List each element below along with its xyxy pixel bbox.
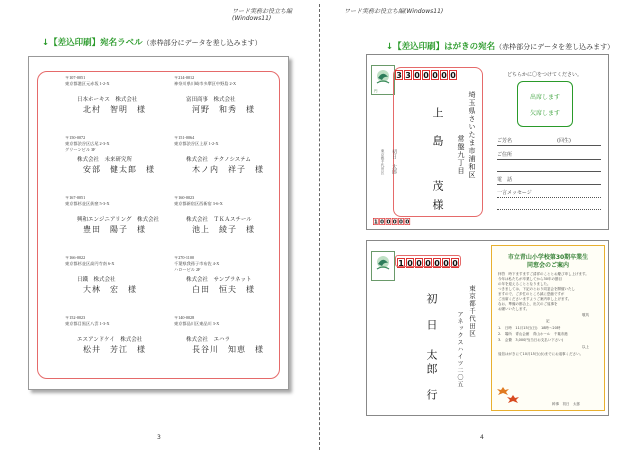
stamp-value: 円 (374, 89, 378, 93)
invitation-line: 記 (546, 319, 550, 323)
address-label (65, 135, 175, 195)
invitation-line: の年を迎えることとなりました。 (498, 282, 551, 286)
running-header-left: ワード実務お役立ち編(Windows11) (232, 8, 293, 22)
recipient-name-2: 日 (425, 319, 437, 330)
bird-stamp-icon (374, 68, 392, 88)
zip-merge-frame (395, 255, 461, 267)
label-address-1: 東京都渋谷区上原 1-2-X (174, 141, 219, 146)
label-zip: 〒214-0012 (174, 75, 195, 80)
label-address-1: 東京都渋谷区広尾 2-3-X (65, 141, 110, 146)
recipient-address-1: 東京都千代田区 (468, 285, 475, 338)
address-side (367, 55, 487, 229)
invitation-subtitle: 同窓会のご案内 (526, 262, 569, 269)
zip-digit: 0 (432, 71, 438, 80)
label-zip: 〒167-0051 (65, 195, 86, 200)
reply-prompt: どちらかに〇をつけてください。 (507, 72, 583, 78)
invitation-line: 敬具 (582, 313, 589, 317)
label-company: 株式会社 テクノシステム (186, 157, 251, 163)
zip-digit: 0 (443, 259, 449, 268)
label-address-2: グリーンビル 3F (65, 147, 96, 152)
zip-digit: 0 (405, 218, 410, 225)
label-name: 安部 健太郎 様 (83, 165, 155, 174)
zip-digit: 3 (396, 71, 402, 80)
label-heading-main: ↓【差込印刷】宛名ラベル (42, 38, 143, 48)
address-underline (497, 159, 601, 160)
postcard-heading (386, 40, 614, 52)
zip-digit: 0 (441, 71, 447, 80)
label-name: 大林 宏 様 (83, 285, 137, 294)
label-name: 池上 綾子 様 (192, 225, 255, 234)
zip-digit: 0 (416, 259, 422, 268)
label-zip: 〒107-0051 (65, 75, 86, 80)
stamp-box (371, 251, 395, 281)
invitation-line: 拝啓 時下ますますご清祥のこととお慶び申し上げます。 (498, 272, 589, 276)
address-label (174, 75, 284, 135)
zip-digit: 0 (392, 218, 397, 225)
label-zip: 〒152-0023 (65, 315, 86, 320)
label-company: 日鐵 株式会社 (77, 277, 116, 283)
invitation-line: ますので、ご多忙のところ誠に恐縮ですが (498, 292, 565, 296)
page-number: 3 (157, 434, 161, 441)
invitation-message (491, 245, 605, 411)
label-name: 豊田 陽子 様 (83, 225, 146, 234)
label-zip: 〒150-0072 (65, 135, 86, 140)
label-address-1: 東京都新宿区西新宿 3-6-X (174, 201, 223, 206)
label-zip: 〒270-1100 (174, 255, 195, 260)
zip-digit: 0 (450, 71, 456, 80)
label-name: 長谷川 知恵 様 (192, 345, 264, 354)
address-label (65, 75, 175, 135)
recipient-name-4: 郎 (425, 363, 437, 374)
label-address-2: ハロービル 2F (174, 267, 201, 272)
label-company: エスアンドケイ 株式会社 (77, 337, 143, 343)
label-name: 松井 芳江 様 (83, 345, 146, 354)
recipient-address-2: 常盤九丁目 (457, 135, 465, 175)
address-label (174, 195, 284, 255)
label-address-1: 東京都杉並区荻窪 5-3-X (65, 201, 110, 206)
recipient-name-5: 行 (425, 389, 437, 400)
phone-underline (497, 184, 601, 185)
field-class-label: (回生) (557, 138, 571, 144)
zip-digit: 0 (434, 259, 440, 268)
field-message-label: 一言メッセージ (497, 190, 532, 196)
label-heading-note: （赤枠部分にデータを差し込みます） (142, 39, 262, 47)
field-phone-label: 電 話 (497, 177, 513, 183)
invitation-title: 市立青山小学校第30期卒業生 (507, 254, 589, 261)
attendance-box (517, 81, 573, 127)
invitation-line: 幹事 初日 太郎 (552, 402, 580, 406)
sender-name: 初日 太郎 (391, 149, 397, 174)
zip-digit: 1 (398, 259, 404, 268)
address-label (65, 255, 175, 315)
invitation-postcard (366, 240, 609, 416)
label-heading (42, 36, 262, 48)
invitation-line: つきましては、下記のとおり同窓会を開催いたし (498, 287, 575, 291)
invitation-line: 以上 (582, 345, 589, 349)
sender-address: 東京都千代田区 (381, 149, 385, 175)
label-company: 株式会社 未来研究所 (77, 157, 133, 163)
zip-digit: 0 (380, 218, 385, 225)
invitation-line: なお、準備の都合上、出欠のご返事を (498, 302, 558, 306)
address-side (367, 241, 487, 415)
label-address-1: 東京都港区元赤坂 1-2-X (65, 81, 110, 86)
label-name: 河野 和秀 様 (192, 105, 255, 114)
label-address-1: 東京都杉並区高円寺南 6-X (65, 261, 115, 266)
field-name-label: ご芳名 (497, 138, 513, 144)
message-line-2 (497, 209, 601, 210)
recipient-name-3: 太 (425, 349, 437, 360)
label-zip: 〒166-0022 (65, 255, 86, 260)
zip-digit: 0 (386, 218, 391, 225)
zip-digit: 0 (414, 71, 420, 80)
field-address-label: ご住所 (497, 152, 513, 158)
label-zip: 〒160-0023 (174, 195, 195, 200)
label-zip: 〒140-0028 (174, 315, 195, 320)
label-company: 株式会社 ＴＫＡスチール (186, 217, 252, 223)
invitation-line: 今年は私たちが卒業してから30年の節目 (498, 277, 562, 281)
recipient-name-2: 島 (431, 135, 443, 146)
label-address-1: 神奈川県川崎市多摩区中野島 2-X (174, 81, 236, 86)
recipient-address-2: アネックスハイツ二〇五 (456, 311, 462, 388)
address-label (65, 195, 175, 255)
zip-digit: 0 (399, 218, 403, 225)
zip-digit: 3 (405, 71, 411, 80)
sender-zip (373, 218, 411, 225)
zip-digit: 0 (425, 259, 431, 268)
label-company: 日本ホーキス 株式会社 (77, 97, 138, 103)
message-line-1 (497, 197, 601, 198)
label-sheet (28, 56, 289, 390)
invitation-line: 返信はがきにて10月15日(水)までにお返事ください。 (498, 352, 584, 356)
invitation-line: 3. 会費 3,000円(当日お支払い下さい) (498, 338, 564, 342)
postcard-heading-main: ↓【差込印刷】はがきの宛名 (386, 42, 496, 52)
recipient-honorific: 様 (431, 199, 443, 210)
maple-leaf-icon (506, 394, 520, 404)
label-company: 株式会社 エハラ (186, 337, 231, 343)
label-company: 富田商事 株式会社 (186, 97, 236, 103)
label-company: 興和エンジニアリング 株式会社 (77, 217, 160, 223)
address-label (174, 315, 284, 375)
recipient-name-3: 茂 (431, 180, 443, 191)
recipient-zip (395, 70, 458, 80)
label-name: 白田 恒夫 様 (192, 285, 255, 294)
recipient-name-1: 上 (431, 107, 443, 118)
label-name: 木ノ内 祥子 様 (192, 165, 264, 174)
label-name: 北村 智明 様 (83, 105, 146, 114)
page-number: 4 (480, 434, 484, 441)
zip-digit: 1 (373, 218, 378, 225)
label-address-1: 千葉県我孫子市布佐 4-X (174, 261, 220, 266)
label-company: 株式会社 サンプラネット (186, 277, 252, 283)
invitation-line: お願いいたします。 (498, 307, 530, 311)
postcard-heading-note: （赤枠部分にデータを差し込みます） (495, 43, 615, 51)
stamp-box (371, 65, 395, 95)
absent-option: 欠席します (529, 110, 560, 117)
zip-digit: 0 (452, 259, 458, 268)
label-zip: 〒151-0064 (174, 135, 195, 140)
address-label (174, 255, 284, 315)
address-label (174, 135, 284, 195)
bird-stamp-icon (374, 254, 392, 274)
label-address-1: 東京都品川区東品川 3-X (174, 321, 220, 326)
name-underline (497, 145, 601, 146)
zip-digit: 0 (423, 71, 429, 80)
label-address-1: 東京都目黒区八雲 1-3-X (65, 321, 110, 326)
invitation-line: ご出席くださいますようご案内申し上げます。 (498, 297, 572, 301)
address-underline-2 (497, 171, 601, 172)
recipient-name-1: 初 (425, 293, 437, 304)
running-header-right: ワード実務お役立ち編(Windows11) (344, 8, 444, 15)
invitation-line: 1. 日時 11月15日(日) 18時〜20時 (498, 326, 561, 330)
invitation-line: 2. 場所 青山会館 青山ホール 千葉市港 (498, 332, 568, 336)
recipient-address-1: 埼玉県さいたま市浦和区 (468, 91, 476, 179)
attend-option: 出席します (529, 94, 560, 101)
reply-postcard (366, 54, 609, 230)
zip-digit: 0 (407, 259, 413, 268)
address-label (65, 315, 175, 375)
